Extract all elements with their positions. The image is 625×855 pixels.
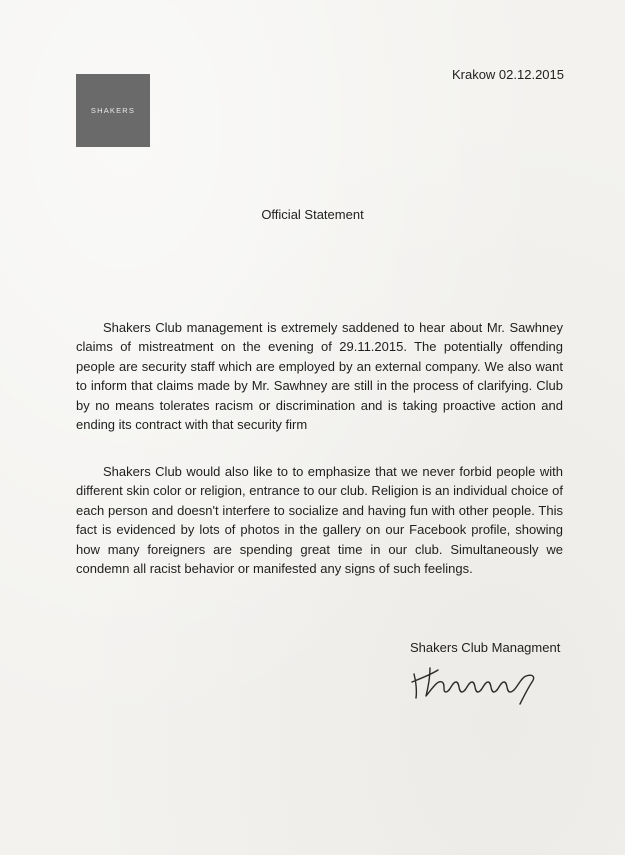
handwritten-signature [408,652,548,712]
logo-text: SHAKERS [90,106,136,115]
document-title: Official Statement [261,207,364,222]
shakers-logo [76,74,150,147]
paragraph-2: Shakers Club would also like to to emphasize that we never forbid people with different skin color or religion, entrance to our club. Religion is an individual choice of each person and doesn't interfere to socialize and having fun with other people. This fact is evidenced by lots of photos in the gallery on our Facebook profile, showing how many foreigners are spending great time in our club. Simultaneously we condemn all racist behavior or manifested any signs of such feelings. [76,464,563,577]
place-date: Krakow 02.12.2015 [451,67,564,82]
signatory-name: Shakers Club Managment [410,640,561,655]
paragraph-1: Shakers Club management is extremely saddened to hear about Mr. Sawhney claims of mistreatment on the evening of 29.11.2015. The potentially offending people are security staff which are employed by an external company. We also want to inform that claims made by Mr. Sawhney are still in the process of clarifying. Club by no means tolerates racism or discrimination and is taking proactive action and ending its contract with that security firm [76,320,563,433]
